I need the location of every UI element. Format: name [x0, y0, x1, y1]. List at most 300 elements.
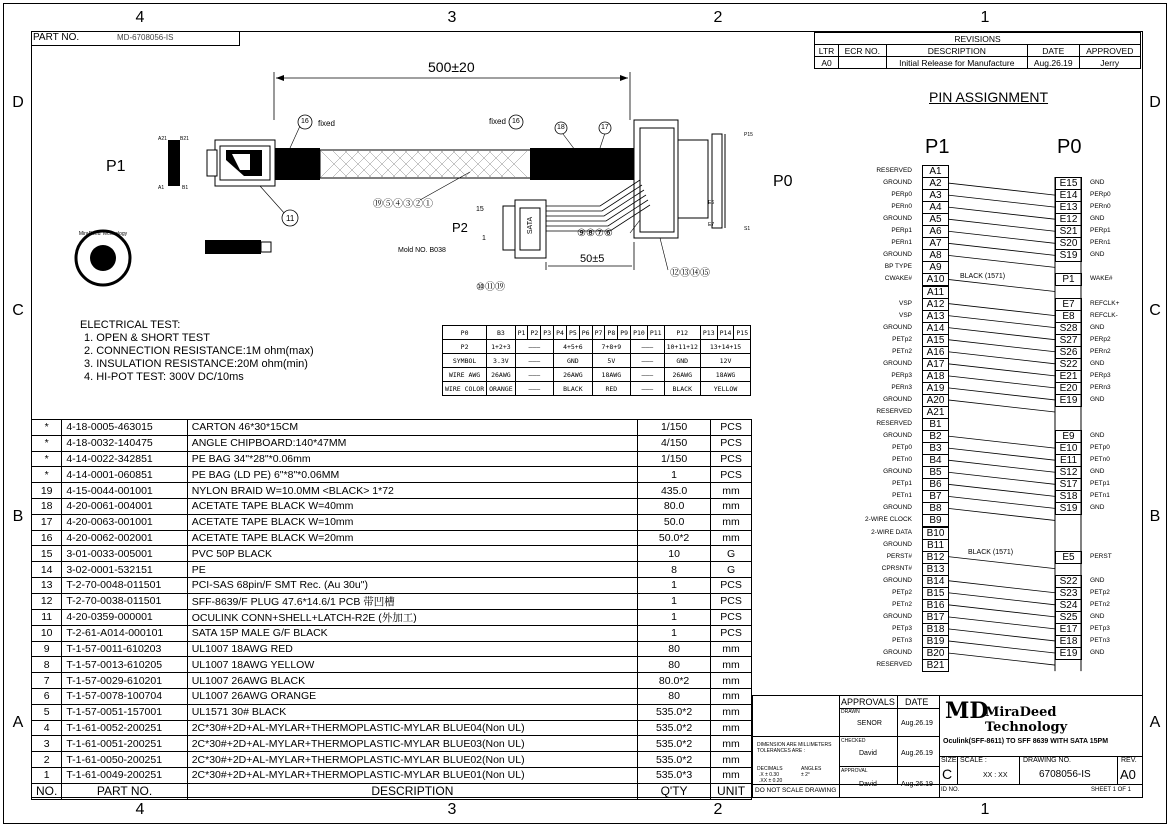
pin-signal-left: PETp2 — [892, 335, 912, 343]
bom-cell: PCS — [711, 467, 752, 483]
pin-p1-B18: B18 — [922, 623, 949, 636]
pin-signal-left: PERn0 — [891, 203, 912, 211]
bom-cell: 1 — [638, 467, 711, 483]
bom-cell: 4-14-0022-342851 — [62, 451, 187, 467]
wire-table-cell: 3.3V — [487, 354, 515, 368]
bom-cell: UL1007 18AWG YELLOW — [187, 657, 637, 673]
drawn-date: Aug.26.19 — [901, 720, 933, 727]
electrical-test-item: 2. CONNECTION RESISTANCE:1M ohm(max) — [84, 345, 314, 357]
pin-wire — [948, 400, 1055, 412]
bom-cell: PCS — [711, 577, 752, 593]
pin-wire — [948, 629, 1055, 641]
wire-table-header: P12 — [664, 326, 700, 340]
bom-cell: 17 — [32, 514, 62, 530]
pin-signal-right: PERp0 — [1090, 191, 1111, 199]
pin-wire — [948, 496, 1055, 508]
angle-tol: ± 2° — [801, 772, 810, 778]
pin-p1-A5: A5 — [922, 213, 949, 226]
pin-p1-A10: A10 — [922, 273, 949, 286]
bom-cell: PCI-SAS 68pin/F SMT Rec. (Au 30u") — [187, 577, 637, 593]
pin-p1-A19: A19 — [922, 382, 949, 395]
bom-cell: * — [32, 435, 62, 451]
pin-signal-right: PERn1 — [1090, 239, 1111, 247]
bom-cell: OCULINK CONN+SHELL+LATCH-R2E (外加工) — [187, 609, 637, 625]
pin-wire — [948, 508, 1055, 520]
bom-cell: 80 — [638, 657, 711, 673]
bom-cell: 18 — [32, 498, 62, 514]
bom-cell: 4-14-0001-060851 — [62, 467, 187, 483]
bom-cell: PCS — [711, 435, 752, 451]
decimals-label: DECIMALS — [757, 766, 783, 772]
pin-p1-B10: B10 — [922, 527, 949, 540]
fixed-label-b: fixed — [489, 117, 506, 126]
bom-cell: T-1-61-0049-200251 — [62, 767, 187, 783]
revisions-title: REVISIONS — [815, 33, 1141, 45]
wire-table-cell: 1+2+3 — [487, 340, 515, 354]
bom-cell: PCS — [711, 609, 752, 625]
pin-signal-right: PETn1 — [1090, 492, 1110, 500]
pin-p1-B19: B19 — [922, 635, 949, 648]
bom-cell: ACETATE TAPE BLACK W=40mm — [187, 498, 637, 514]
pin-wire — [948, 593, 1055, 605]
pin-p1-B9: B9 — [922, 514, 949, 527]
pin-p0-E8: E8 — [1055, 310, 1082, 323]
pin-p0-E12: E12 — [1055, 213, 1082, 226]
bom-cell: UL1571 30# BLACK — [187, 704, 637, 720]
pin-p0-E14: E14 — [1055, 189, 1082, 202]
wire-table-header: P0 — [443, 326, 487, 340]
wire-table-header: P2 — [528, 326, 541, 340]
decimal-tol-1: .X ± 0.30 — [759, 772, 779, 778]
zone-top-3: 3 — [447, 9, 457, 26]
balloon-group-4: ⑩⑪⑲ — [476, 282, 505, 293]
wire-table-header: B3 — [487, 326, 515, 340]
bom-cell: 13 — [32, 577, 62, 593]
wire-table-cell: 5V — [592, 354, 630, 368]
pin-signal-left: PERp3 — [891, 371, 912, 379]
bom-cell: 1 — [638, 625, 711, 641]
pin-p1-B6: B6 — [922, 478, 949, 491]
revisions-header: LTR — [815, 45, 839, 57]
wire-table-header: P4 — [554, 326, 567, 340]
wire-table-header: P6 — [579, 326, 592, 340]
bom-cell: UL1007 18AWG RED — [187, 641, 637, 657]
bom-cell: T-1-57-0051-157001 — [62, 704, 187, 720]
drawn-by: SENOR — [857, 720, 882, 727]
pin-signal-right: PETn0 — [1090, 456, 1110, 464]
bom-cell: 2C*30#+2D+AL-MYLAR+THERMOPLASTIC-MYLAR BLUE04(Non UL) — [187, 720, 637, 736]
decimal-tol-2: .XX ± 0.20 — [759, 778, 783, 784]
p2-label: P2 — [452, 220, 468, 235]
pin-p0-S12: S12 — [1055, 466, 1082, 479]
pin-signal-left: PETn2 — [892, 600, 912, 608]
pin-p1-B15: B15 — [922, 587, 949, 600]
zone-right-C: C — [1149, 302, 1161, 319]
pin-signal-left: RESERVED — [876, 167, 912, 174]
wire-table-cell: ——— — [631, 368, 665, 382]
bom-cell: 50.0*2 — [638, 530, 711, 546]
pin-signal-right: PERn3 — [1090, 383, 1111, 391]
wire-table-cell: WIRE AWG — [443, 368, 487, 382]
p0-pin-e7: E7 — [708, 222, 715, 228]
bom-cell: 535.0*2 — [638, 704, 711, 720]
checked-label: CHECKED — [841, 738, 866, 744]
electrical-test-title: ELECTRICAL TEST: — [80, 319, 181, 331]
dwg-no-label: DRAWING NO. — [1023, 757, 1071, 764]
pin-p0-S22: S22 — [1055, 575, 1082, 588]
pin-p0-E21: E21 — [1055, 370, 1082, 383]
wire-table-cell: BLACK — [554, 382, 592, 396]
wire-table-header: P9 — [618, 326, 631, 340]
bom-cell: 1 — [638, 593, 711, 609]
pin-p0-header: P0 — [1057, 136, 1082, 158]
pin-p1-B2: B2 — [922, 430, 949, 443]
wire-table-cell: 10+11+12 — [664, 340, 700, 354]
length-p2: 50±5 — [580, 253, 605, 265]
bom-cell: 3 — [32, 736, 62, 752]
length-main: 500±20 — [428, 59, 475, 75]
revisions-header: DESCRIPTION — [886, 45, 1027, 57]
pin-p1-B11: B11 — [922, 539, 949, 552]
wire-table-cell: ORANGE — [487, 382, 515, 396]
pin-signal-left: PERp1 — [891, 227, 912, 235]
pin-p0-E9: E9 — [1055, 430, 1082, 443]
part-no-value: MD-6708056-IS — [117, 33, 174, 42]
approval-date: Aug.26.19 — [901, 781, 933, 788]
pin-signal-right: GND — [1090, 649, 1105, 656]
bom-cell: SATA 15P MALE G/F BLACK — [187, 625, 637, 641]
checked-date: Aug.26.19 — [901, 750, 933, 757]
bom-header: Q'TY — [638, 783, 711, 799]
wire-table-cell: ——— — [515, 382, 553, 396]
pin-p1-A2: A2 — [922, 177, 949, 190]
logo-seal: MiraDeed Technology — [78, 231, 128, 237]
pin-signal-right: GND — [1090, 323, 1105, 331]
pin-signal-right: PETn2 — [1090, 600, 1110, 608]
wire-table-cell: ——— — [631, 382, 665, 396]
pin-signal-right: GND — [1090, 215, 1105, 223]
wire-label-a10: BLACK (1571) — [960, 273, 1006, 281]
tolerance-note: TOLERANCES ARE : — [757, 748, 805, 754]
pin-p1-A11: A11 — [922, 286, 949, 299]
pin-p0-S21: S21 — [1055, 225, 1082, 238]
pin-signal-left: GROUND — [883, 504, 912, 512]
pin-signal-right: PETp3 — [1090, 624, 1110, 632]
pin-p1-B8: B8 — [922, 502, 949, 515]
bom-cell: 2C*30#+2D+AL-MYLAR+THERMOPLASTIC-MYLAR BLUE03(Non UL) — [187, 736, 637, 752]
bom-cell: T-1-61-0051-200251 — [62, 736, 187, 752]
bom-cell: PE BAG 34"*28"*0.06mm — [187, 451, 637, 467]
pin-p0-E5: E5 — [1055, 551, 1082, 564]
pin-p1-A3: A3 — [922, 189, 949, 202]
wire-label-b12: BLACK (1571) — [968, 548, 1014, 556]
bom-cell: mm — [711, 767, 752, 783]
pin-signal-left: GROUND — [883, 215, 912, 223]
bom-cell: 80.0*2 — [638, 673, 711, 689]
bom-cell: G — [711, 546, 752, 562]
pin-p0-S22: S22 — [1055, 358, 1082, 371]
pin-signal-right: GND — [1090, 179, 1105, 187]
wire-table-header: P11 — [647, 326, 664, 340]
approval-by: David — [859, 781, 877, 788]
balloon-group-3: ⑫⑬⑭⑮ — [670, 268, 710, 279]
zone-bottom-3: 3 — [447, 801, 457, 818]
pin-p1-A20: A20 — [922, 394, 949, 407]
pin-signal-left: CWAKE# — [884, 275, 912, 283]
pin-signal-left: GROUND — [883, 468, 912, 476]
pin-signal-right: PERp2 — [1090, 335, 1111, 343]
bom-cell: 19 — [32, 483, 62, 499]
pin-signal-right: PERST — [1090, 552, 1112, 560]
pin-p1-B20: B20 — [922, 647, 949, 660]
bom-cell: 1/150 — [638, 451, 711, 467]
pin-signal-right: PETp2 — [1090, 588, 1110, 596]
bom-cell: mm — [711, 704, 752, 720]
pin-signal-left: PERp0 — [891, 191, 912, 199]
bom-cell: SFF-8639/F PLUG 47.6*14.6/1 PCB 带凹槽 — [187, 593, 637, 609]
bom-cell: 6 — [32, 688, 62, 704]
angles-label: ANGLES — [801, 766, 822, 772]
pin-p0-E11: E11 — [1055, 454, 1082, 467]
bom-cell: 535.0*3 — [638, 767, 711, 783]
bom-cell: 4-18-0005-463015 — [62, 420, 187, 436]
bom-cell: T-1-57-0011-610203 — [62, 641, 187, 657]
pin-wire — [948, 617, 1055, 629]
wire-table-cell: BLACK — [664, 382, 700, 396]
wire-table-cell: RED — [592, 382, 630, 396]
pin-p1-B5: B5 — [922, 466, 949, 479]
bom-cell: 12 — [32, 593, 62, 609]
p1-pin-b21: B21 — [180, 136, 189, 142]
pin-signal-left: GROUND — [883, 432, 912, 440]
bom-cell: T-1-57-0078-100704 — [62, 688, 187, 704]
wire-table-cell: P2 — [443, 340, 487, 354]
bom-cell: PVC 50P BLACK — [187, 546, 637, 562]
pin-p0-S18: S18 — [1055, 490, 1082, 503]
bom-cell: 1 — [32, 767, 62, 783]
wire-table-header: P10 — [631, 326, 648, 340]
pin-signal-left: BP TYPE — [884, 263, 912, 271]
pin-p1-B17: B17 — [922, 611, 949, 624]
bom-cell: 16 — [32, 530, 62, 546]
bom-cell: 8 — [32, 657, 62, 673]
p1-pin-b1: B1 — [182, 185, 189, 191]
bom-cell: ACETATE TAPE BLACK W=20mm — [187, 530, 637, 546]
scale-label: SCALE : — [960, 757, 987, 764]
pin-signal-right: PETp1 — [1090, 480, 1110, 488]
pin-signal-left: GROUND — [883, 612, 912, 620]
pin-p0-S24: S24 — [1055, 599, 1082, 612]
wire-table-header: P5 — [566, 326, 579, 340]
bom-cell: 9 — [32, 641, 62, 657]
bom-cell: 11 — [32, 609, 62, 625]
pin-signal-left: 2-WIRE DATA — [871, 528, 912, 536]
bom-cell: mm — [711, 736, 752, 752]
zone-left-A: A — [12, 714, 24, 731]
pin-signal-left: CPRSNT# — [881, 564, 912, 572]
wire-table-cell: 7+8+9 — [592, 340, 630, 354]
scale-value: XX : XX — [983, 772, 1008, 779]
sheet-no: SHEET 1 OF 1 — [1091, 787, 1131, 793]
mold-no: Mold NO. B038 — [398, 247, 446, 254]
pin-p0-E7: E7 — [1055, 298, 1082, 311]
pin-wire — [948, 376, 1055, 388]
bom-cell: ACETATE TAPE BLACK W=10mm — [187, 514, 637, 530]
pin-wire — [948, 557, 1055, 569]
wire-table-cell: GND — [664, 354, 700, 368]
bom-cell: T-2-61-A014-000101 — [62, 625, 187, 641]
pin-p1-B14: B14 — [922, 575, 949, 588]
pin-signal-right: GND — [1090, 504, 1105, 512]
bom-cell: PE — [187, 562, 637, 578]
date-label: DATE — [905, 697, 929, 707]
pin-assignment-title: PIN ASSIGNMENT — [929, 89, 1049, 105]
pin-p0-P1: P1 — [1055, 273, 1082, 286]
zone-bottom-2: 2 — [713, 801, 723, 818]
wire-table-cell: 12V — [700, 354, 750, 368]
bom-cell: 4-15-0044-001001 — [62, 483, 187, 499]
pin-p0-S28: S28 — [1055, 322, 1082, 335]
pin-wire — [948, 183, 1055, 195]
pin-wire — [948, 279, 1055, 291]
pin-wire — [948, 472, 1055, 484]
pin-p1-header: P1 — [925, 136, 950, 158]
part-no-label: PART NO. — [33, 32, 80, 43]
size-value: C — [942, 766, 953, 782]
pin-p1-B21: B21 — [922, 659, 949, 672]
revisions-header: APPROVED — [1079, 45, 1141, 57]
bom-cell: 10 — [32, 625, 62, 641]
approval-label: APPROVAL — [841, 768, 868, 774]
pin-p1-A8: A8 — [922, 249, 949, 262]
pin-p1-B4: B4 — [922, 454, 949, 467]
do-not-scale: DO NOT SCALE DRAWING — [755, 787, 837, 794]
pin-p1-A13: A13 — [922, 310, 949, 323]
pin-wire — [948, 316, 1055, 328]
pin-p0-S27: S27 — [1055, 334, 1082, 347]
pin-wire — [948, 448, 1055, 460]
pin-signal-left: GROUND — [883, 323, 912, 331]
pin-p0-S25: S25 — [1055, 611, 1082, 624]
zone-left-B: B — [12, 508, 24, 525]
wire-table-cell: 18AWG — [592, 368, 630, 382]
pin-p1-A7: A7 — [922, 237, 949, 250]
pin-p1-A4: A4 — [922, 201, 949, 214]
wire-table-header: P3 — [541, 326, 554, 340]
bom-cell: PCS — [711, 593, 752, 609]
pin-p1-B13: B13 — [922, 563, 949, 576]
wire-table-cell: SYMBOL — [443, 354, 487, 368]
bom-cell: 3-01-0033-005001 — [62, 546, 187, 562]
bom-cell: 435.0 — [638, 483, 711, 499]
wire-table-cell: ——— — [631, 354, 665, 368]
wire-table-cell: WIRE COLOR — [443, 382, 487, 396]
zone-bottom-1: 1 — [980, 801, 990, 818]
pin-signal-left: PETp1 — [892, 480, 912, 488]
bom-cell: mm — [711, 688, 752, 704]
bom-cell: 4-20-0063-001001 — [62, 514, 187, 530]
revisions-header: ECR NO. — [839, 45, 887, 57]
fixed-label-a: fixed — [318, 119, 335, 128]
electrical-test-item: 1. OPEN & SHORT TEST — [84, 332, 210, 344]
revision-cell: Jerry — [1079, 57, 1141, 69]
pin-signal-left: PETn0 — [892, 456, 912, 464]
pin-signal-left: VSP — [898, 311, 912, 319]
bom-cell: 535.0*2 — [638, 736, 711, 752]
pin-wire — [948, 352, 1055, 364]
pin-signal-left: GROUND — [883, 251, 912, 259]
p0-label: P0 — [773, 173, 793, 190]
pin-signal-left: GROUND — [883, 540, 912, 548]
pin-wire — [948, 388, 1055, 400]
electrical-test-item: 3. INSULATION RESISTANCE:20M ohm(min) — [84, 358, 308, 370]
zone-top-4: 4 — [135, 9, 145, 26]
bom-cell: * — [32, 451, 62, 467]
bom-cell: UL1007 26AWG BLACK — [187, 673, 637, 689]
pin-p0-E19: E19 — [1055, 647, 1082, 660]
pin-wire — [948, 460, 1055, 472]
zone-left-D: D — [12, 94, 24, 111]
bom-cell: 1 — [638, 609, 711, 625]
p2-pin-15: 15 — [476, 206, 484, 213]
pin-p1-B12: B12 — [922, 551, 949, 564]
pin-wire — [948, 207, 1055, 219]
pin-p1-B3: B3 — [922, 442, 949, 455]
pin-wire — [948, 605, 1055, 617]
pin-signal-right: PERp3 — [1090, 371, 1111, 379]
pin-p0-E10: E10 — [1055, 442, 1082, 455]
bom-cell: mm — [711, 720, 752, 736]
balloon-16b: 16 — [512, 118, 520, 125]
pin-wire — [948, 255, 1055, 267]
pin-wire — [948, 653, 1055, 665]
title-block — [752, 695, 1142, 797]
pin-p1-A14: A14 — [922, 322, 949, 335]
electrical-test-item: 4. HI-POT TEST: 300V DC/10ms — [84, 371, 244, 383]
pin-signal-left: PERn1 — [891, 239, 912, 247]
pin-wire — [948, 304, 1055, 316]
pin-p0-S26: S26 — [1055, 346, 1082, 359]
pin-signal-right: PETn3 — [1090, 636, 1110, 644]
bom-cell: PE BAG (LD PE) 6"*8"*0.06MM — [187, 467, 637, 483]
bom-cell: G — [711, 562, 752, 578]
p1-pin-a21: A21 — [158, 136, 167, 142]
bom-cell: mm — [711, 530, 752, 546]
wire-table-cell: 4+5+6 — [554, 340, 592, 354]
bom-cell: T-2-70-0048-011501 — [62, 577, 187, 593]
wire-table-cell: 26AWG — [664, 368, 700, 382]
bom-cell: 2C*30#+2D+AL-MYLAR+THERMOPLASTIC-MYLAR BLUE02(Non UL) — [187, 752, 637, 768]
bom-cell: 10 — [638, 546, 711, 562]
bom-cell: 1/150 — [638, 420, 711, 436]
wire-table-cell: YELLOW — [700, 382, 750, 396]
bom-cell: * — [32, 420, 62, 436]
pin-signal-left: PETn3 — [892, 636, 912, 644]
wire-table-header: P1 — [515, 326, 528, 340]
bom-cell: ANGLE CHIPBOARD:140*47MM — [187, 435, 637, 451]
drawn-label: DRAWN — [841, 709, 860, 715]
zone-right-A: A — [1149, 714, 1161, 731]
balloon-group-1: ⑲⑤④③②① — [373, 199, 433, 210]
pin-p0-E18: E18 — [1055, 635, 1082, 648]
pin-p0-S17: S17 — [1055, 478, 1082, 491]
pin-signal-right: REFCLK- — [1090, 311, 1118, 319]
p1-label: P1 — [106, 158, 126, 175]
wire-table-cell: ——— — [515, 368, 553, 382]
checked-by: David — [859, 750, 877, 757]
zone-left-C: C — [12, 302, 24, 319]
bom-cell: 80.0 — [638, 498, 711, 514]
